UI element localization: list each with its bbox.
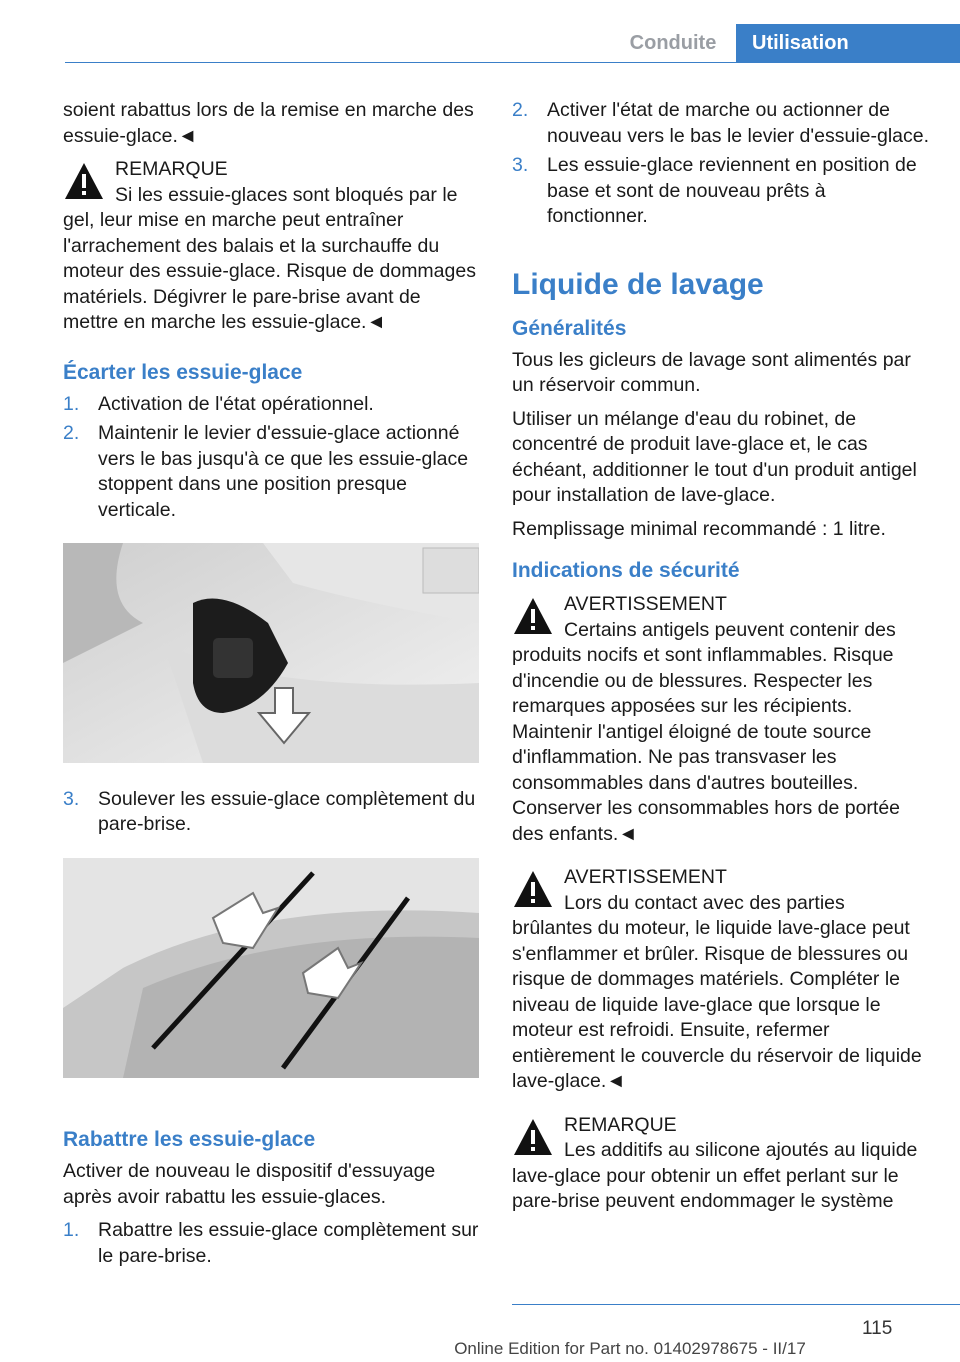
intro-text: soient rabattus lors de la remise en marche des essuie-glace.◄ [63, 99, 474, 147]
warning-text: Certains antigels peuvent contenir des produits nocifs et sont inflammables. Risque d'incendie ou de blessures. Respecter les remarques apposées sur les récipients. Maintenir l'antigel éloigné de toute source d'inflammation. Ne pas transvaser les consommables dans d'autres bouteilles. Conserver les consommables hors de portée des enfants.◄ [512, 618, 901, 845]
note-label: REMARQUE [564, 1113, 677, 1136]
generalites-text-1: Tous les gicleurs de lavage sont alimentés par un réservoir commun. [512, 348, 911, 396]
subheading-generalites: Généralités [512, 316, 627, 340]
section-heading-rabattre: Rabattre les essuie-glace [63, 1128, 316, 1151]
warning-label: AVERTISSEMENT [564, 593, 727, 615]
generalites-text-2: Utiliser un mélange d'eau du robinet, de concentré de produit lave-glace et, le cas échéant, additionner le tout d'un produit antigel pour installation de lave-glace. [512, 407, 917, 506]
steps-continued [512, 98, 930, 230]
steps-ecarter [63, 392, 481, 524]
warning-triangle-icon [512, 596, 554, 636]
section-title-liquide: Liquide de lavage [512, 267, 764, 301]
left-column [63, 98, 481, 1275]
note-text: Les additifs au silicone ajoutés au liquide lave-glace pour obtenir un effet perlant sur le pare-brise peuvent endommager le système [512, 1139, 918, 1212]
list-item: 3. Soulever les essuie-glace complètement du pare-brise. [63, 787, 476, 835]
rabattre-text: Activer de nouveau le dispositif d'essuyage après avoir rabattu les essuie-glaces. [63, 1160, 436, 1208]
list-item: 2. Activer l'état de marche ou actionner de nouveau vers le bas le levier d'essuie-glace. [512, 99, 930, 147]
note-block [512, 1113, 930, 1215]
warning-label: AVERTISSEMENT [564, 866, 727, 888]
note-label: REMARQUE [115, 158, 228, 180]
windshield-wipers-photo [63, 858, 479, 1078]
warning-block [512, 592, 930, 847]
subheading-securite: Indications de sécurité [512, 559, 740, 582]
list-item: 2. Maintenir le levier d'essuie-glace actionné vers le bas jusqu'à ce que les essuie-glace stoppent dans une position presque verticale. [63, 422, 469, 521]
step-soulever [63, 787, 481, 838]
generalites-text-3: Remplissage minimal recommandé : 1 litre. [512, 517, 886, 540]
page-number: 115 [862, 1318, 893, 1339]
header-divider [65, 62, 960, 63]
wiper-lever-photo [63, 543, 479, 763]
steps-rabattre [63, 1218, 481, 1269]
right-column [512, 98, 930, 1225]
warning-triangle-icon [512, 869, 554, 909]
header-tab-conduite: Conduite [629, 31, 717, 54]
warning-text: Lors du contact avec des parties brûlantes du moteur, le liquide lave-glace peut s'enflammer et brûler. Risque de blessures ou risque de dommages matériels. Compléter le niveau de liquide lave-glace que lorsque le moteur est refroidi. Ensuite, refermer entièrement le couvercle du réservoir de liquide lave-glace.◄ [512, 891, 922, 1092]
footer-divider [512, 1304, 960, 1305]
list-item: 3. Les essuie-glace reviennent en position de base et sont de nouveau prêts à fonctionner. [512, 154, 917, 227]
section-heading-ecarter: Écarter les essuie-glace [63, 360, 303, 384]
warning-block [512, 865, 930, 1095]
list-item: 1. Activation de l'état opérationnel. [63, 392, 374, 415]
header-tab-utilisation: Utilisation [736, 24, 960, 62]
edition-footer: Online Edition for Part no. 01402978675 - II/17 [454, 1339, 806, 1358]
warning-triangle-icon [63, 161, 105, 201]
list-item: 1. Rabattre les essuie-glace complètement sur le pare-brise. [63, 1219, 479, 1267]
note-text: Si les essuie-glaces sont bloqués par le gel, leur mise en marche peut entraîner l'arrachement des balais et la surchauffe du moteur des essuie-glace. Risque de dommages matériels. Dégivrer le pare-brise avant de mettre en marche les essuie-glace.◄ [63, 183, 476, 333]
warning-triangle-icon [512, 1117, 554, 1157]
note-block [63, 157, 481, 336]
